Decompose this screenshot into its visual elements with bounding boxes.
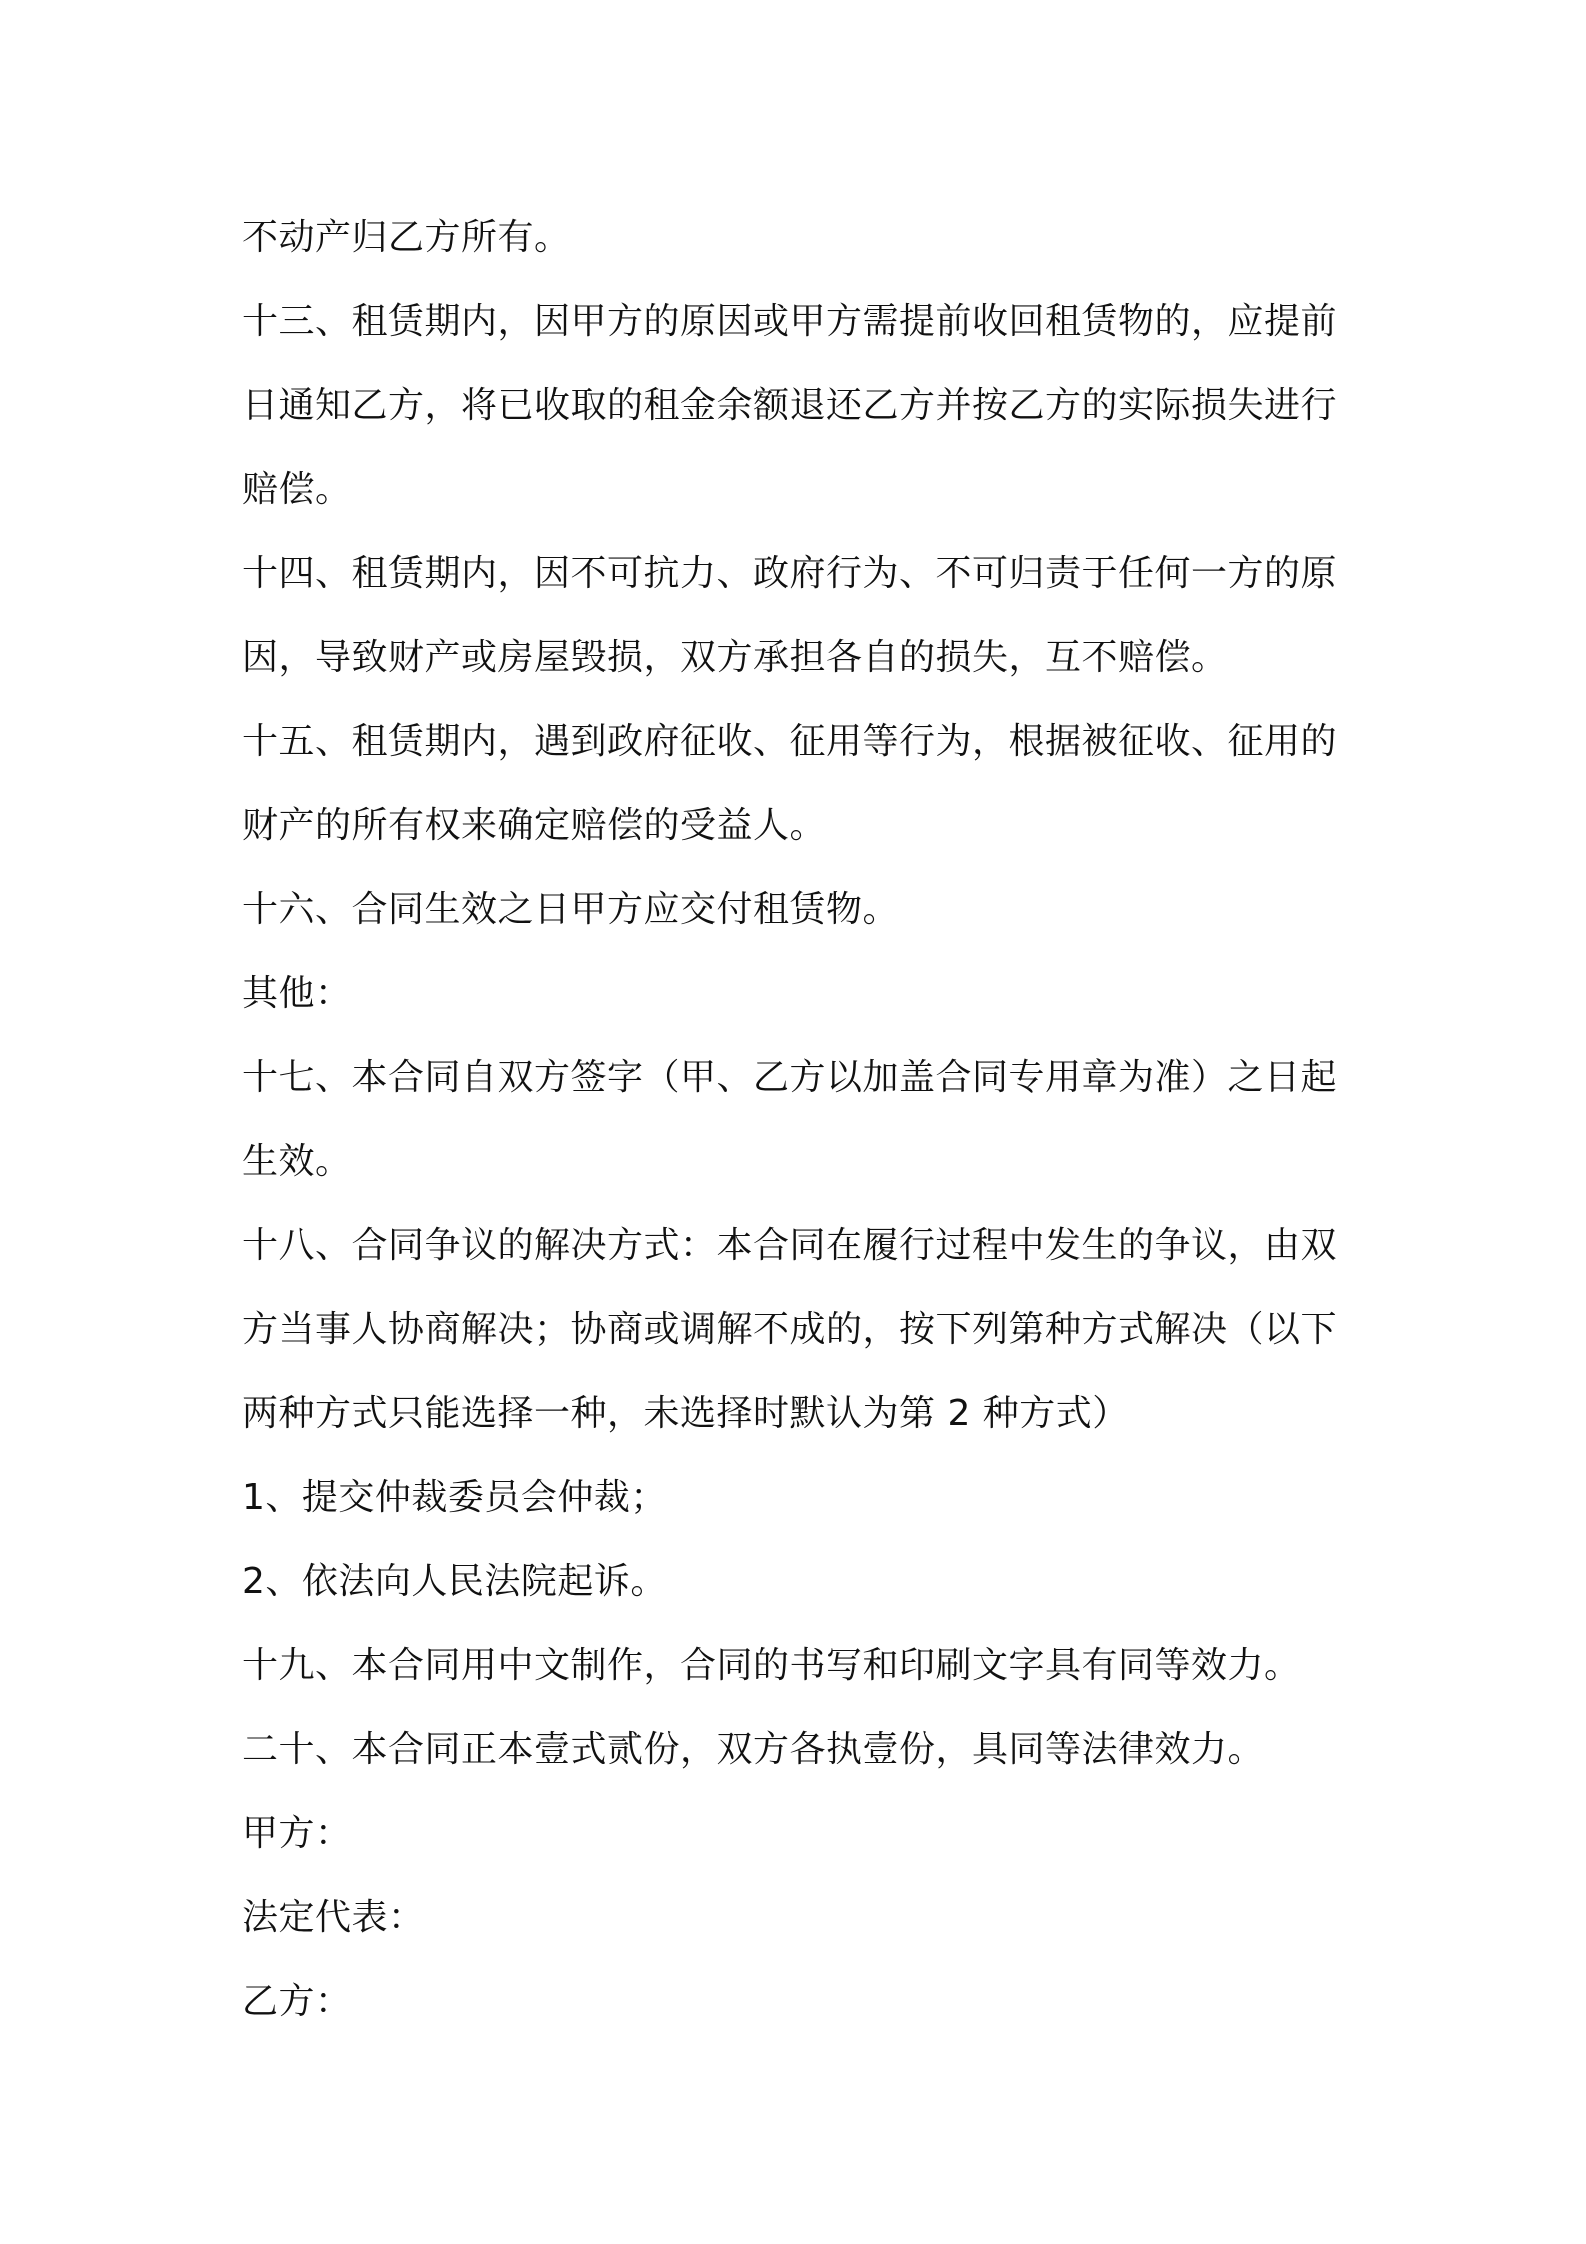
clause-17-line-1: 十七、本合同自双方签字（甲、乙方以加盖合同专用章为准）之日起 [242, 1057, 1338, 1098]
party-a-label: 甲方： [242, 1813, 352, 1854]
dispute-option-2: 2、依法向人民法院起诉。 [242, 1561, 667, 1602]
clause-14-line-2: 因，导致财产或房屋毁损，双方承担各自的损失，互不赔偿。 [242, 637, 1228, 678]
party-b-label: 乙方： [242, 1981, 352, 2022]
text-line: 不动产归乙方所有。 [242, 217, 571, 258]
clause-13-line-3: 赔偿。 [242, 469, 352, 510]
dispute-option-1: 1、提交仲裁委员会仲裁； [242, 1477, 667, 1518]
contract-text [242, 196, 1360, 2044]
clause-13-line-2: 日通知乙方，将已收取的租金余额退还乙方并按乙方的实际损失进行 [242, 385, 1338, 426]
clause-19: 十九、本合同用中文制作，合同的书写和印刷文字具有同等效力。 [242, 1645, 1301, 1686]
clause-18-line-3: 两种方式只能选择一种，未选择时默认为第 2 种方式） [242, 1393, 1129, 1434]
clause-18-line-1: 十八、合同争议的解决方式：本合同在履行过程中发生的争议，由双 [242, 1225, 1338, 1266]
clause-20: 二十、本合同正本壹式贰份，双方各执壹份，具同等法律效力。 [242, 1729, 1265, 1770]
section-other-heading: 其他： [242, 973, 352, 1014]
legal-representative-label: 法定代表： [242, 1897, 425, 1938]
clause-16: 十六、合同生效之日甲方应交付租赁物。 [242, 889, 900, 930]
clause-15-line-2: 财产的所有权来确定赔偿的受益人。 [242, 805, 827, 846]
clause-13-line-1: 十三、租赁期内，因甲方的原因或甲方需提前收回租赁物的，应提前 [242, 301, 1338, 342]
clause-17-line-2: 生效。 [242, 1141, 352, 1182]
clause-14-line-1: 十四、租赁期内，因不可抗力、政府行为、不可归责于任何一方的原 [242, 553, 1338, 594]
clause-18-line-2: 方当事人协商解决；协商或调解不成的，按下列第种方式解决（以下 [242, 1309, 1338, 1350]
clause-15-line-1: 十五、租赁期内，遇到政府征收、征用等行为，根据被征收、征用的 [242, 721, 1338, 762]
